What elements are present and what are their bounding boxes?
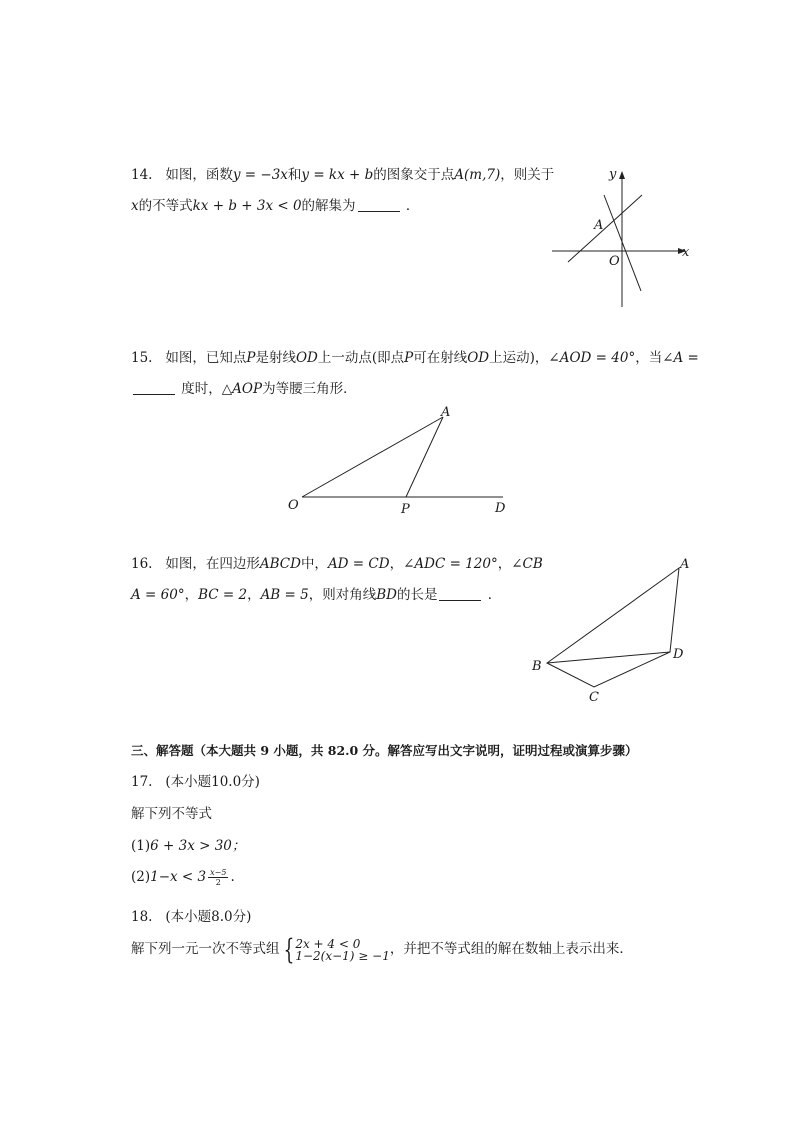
q14-line1 — [131, 166, 554, 184]
q15-text: 如图，已知点 — [165, 350, 247, 366]
q14-text: ． — [405, 198, 420, 214]
q15-line2 — [131, 380, 357, 398]
q16-figure — [526, 552, 696, 707]
q16-var: BD — [376, 587, 397, 603]
q17-prompt: 解下列不等式 — [131, 806, 212, 822]
q15-segment-oa — [302, 417, 443, 497]
q15-var: OD — [295, 350, 318, 366]
q16-condition: AB = 5 — [260, 587, 309, 603]
q17-part1-ineq: 6 + 3x > 30； — [150, 838, 246, 854]
q17-fraction-denominator: 2 — [215, 878, 221, 887]
q16-label-D: D — [673, 647, 684, 662]
q15-label-P: P — [401, 502, 410, 517]
q15-var: P — [404, 350, 414, 366]
q17-text: . — [230, 869, 235, 885]
q15-text: ，当 — [635, 350, 663, 366]
q18-text: ，并把不等式组的解在数轴上表示出来． — [389, 941, 633, 957]
q16-text: 中， — [300, 556, 328, 572]
q15-triangle: △AOP — [221, 381, 263, 397]
q17-part2 — [131, 868, 235, 887]
q16-text: ， — [497, 556, 512, 572]
q16-label-C: C — [589, 690, 599, 705]
q16-line1 — [131, 555, 543, 573]
q17-part2-ineq: 1−x < 3 — [150, 869, 207, 885]
q14-text: ，则关于 — [500, 167, 555, 183]
q14-line-kx-b — [568, 195, 642, 262]
q17-fraction — [208, 868, 228, 887]
q15-text: 可在射线 — [413, 350, 468, 366]
q15-text: 是射线 — [255, 350, 296, 366]
q14-line2 — [131, 197, 419, 215]
q16-text: ， — [247, 587, 261, 603]
q18-text: 解下列一元一次不等式组 — [131, 941, 280, 957]
q15-number: 15. — [131, 350, 153, 366]
q17-number: 17. — [131, 774, 153, 790]
q18-score: (本小题8.0分) — [165, 909, 252, 925]
q16-condition: AD = CD — [327, 556, 390, 572]
q18-prompt — [131, 932, 633, 966]
q14-eq1: y = −3x — [232, 167, 288, 183]
q15-var: P — [246, 350, 256, 366]
q14-point: A(m,7) — [454, 167, 501, 183]
q18-system-eq2: 1−2(x−1) ≥ −1 — [295, 948, 390, 963]
q15-segment-ap — [406, 417, 443, 497]
q18-header — [131, 908, 251, 926]
q17-fraction-numerator: x−5 — [210, 868, 227, 877]
q16-quad: ABCD — [259, 556, 301, 572]
q16-text: 如图，在四边形 — [165, 556, 260, 572]
q14-figure — [548, 165, 698, 310]
q16-label-A: A — [680, 557, 690, 572]
q17-score: (本小题10.0分) — [165, 774, 260, 790]
q16-text: ，则对角线 — [308, 587, 377, 603]
q14-label-x: x — [682, 245, 690, 260]
q14-label-A: A — [594, 218, 604, 233]
q14-label-O: O — [609, 254, 620, 269]
q14-text: 的不等式 — [138, 198, 193, 214]
q16-text: ， — [184, 587, 199, 603]
q16-label-B: B — [532, 659, 542, 674]
q14-answer-blank[interactable] — [358, 199, 400, 212]
q14-inequality: kx + b + 3x < 0 — [192, 198, 302, 214]
q15-text: 上运动)， — [489, 350, 549, 366]
q15-label-A: A — [441, 405, 451, 420]
q16-answer-blank[interactable] — [439, 588, 481, 601]
q18-system-eq1: 2x + 4 < 0 — [295, 936, 361, 951]
q17-part1-label: (1) — [131, 838, 151, 854]
q16-diagonal-bd — [547, 652, 670, 663]
q16-text: ． — [487, 587, 502, 603]
q16-line2 — [131, 586, 501, 604]
q15-line1 — [131, 349, 699, 367]
q15-label-O: O — [288, 498, 299, 513]
q14-number: 14. — [131, 167, 153, 183]
q14-text: 如图，函数 — [165, 167, 233, 183]
q14-text: 的解集为 — [301, 198, 356, 214]
q15-answer-blank[interactable] — [133, 382, 175, 395]
q15-angle-a: ∠A = — [662, 350, 699, 366]
q16-text: 的长是 — [396, 587, 438, 603]
q16-number: 16. — [131, 556, 153, 572]
q15-text: 度时， — [181, 381, 222, 397]
q17-part2-label: (2) — [131, 869, 151, 885]
section-3-title: 三、解答题（本大题共 9 小题，共 82.0 分。解答应写出文字说明，证明过程或演算步骤） — [131, 743, 638, 758]
q16-condition: ∠ADC = 120° — [403, 556, 498, 572]
q15-var: OD — [467, 350, 490, 366]
q14-y-arrow-icon — [619, 171, 625, 179]
q15-figure — [282, 402, 522, 520]
q14-var: x — [131, 198, 139, 214]
q15-angle: ∠AOD = 40° — [548, 350, 636, 366]
q15-text: 为等腰三角形． — [262, 381, 357, 397]
q16-quadrilateral — [547, 568, 679, 687]
q15-label-D: D — [495, 501, 506, 516]
q14-text: 的图象交于点 — [373, 167, 455, 183]
q15-text: 上一动点(即点 — [317, 350, 405, 366]
q16-condition: ∠CB — [511, 556, 543, 572]
q16-text: ， — [389, 556, 404, 572]
q18-system — [295, 938, 390, 962]
q17-part1 — [131, 837, 245, 855]
q18-number: 18. — [131, 909, 153, 925]
q14-text: 和 — [287, 167, 302, 183]
q14-eq2: y = kx + b — [301, 167, 374, 183]
q14-label-y: y — [609, 167, 617, 182]
q18-brace: { — [283, 932, 294, 966]
q16-condition: A = 60° — [131, 587, 185, 603]
q17-header — [131, 773, 260, 791]
q16-condition: BC = 2 — [198, 587, 248, 603]
